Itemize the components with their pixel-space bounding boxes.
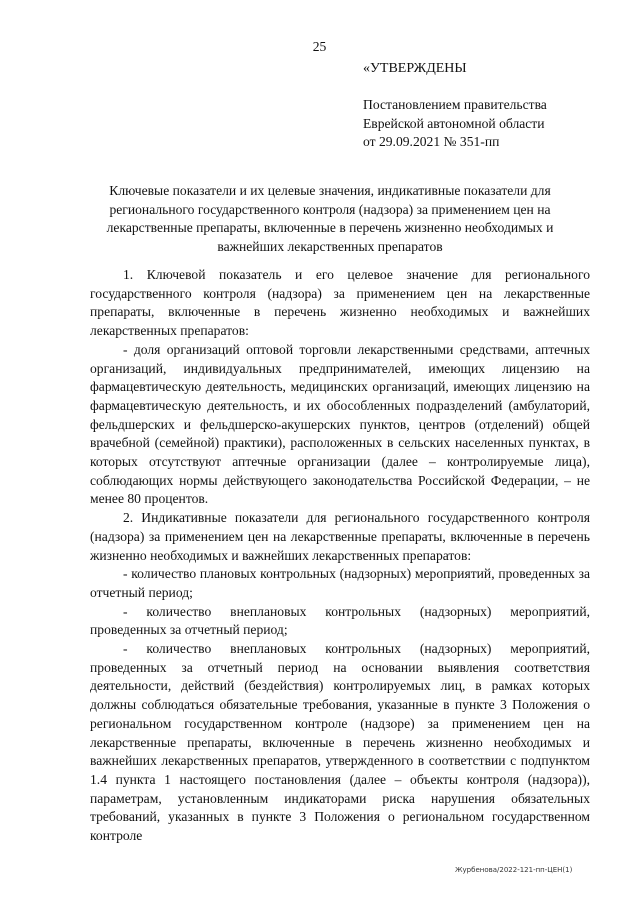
decree-line: Постановлением правительства — [363, 97, 547, 112]
paragraph-indicative-indicators: 2. Индикативные показатели для регионального государственного контроля (надзора) за применением цен на лекарственные препараты, включенные в перечень жизненно необходимых и важнейших лекарственных препаратов: — [90, 510, 590, 563]
paragraph-unplanned-risk-inspections: - количество внеплановых контрольных (надзорных) мероприятий, проведенных за отчетный период на основании выявления соответствия деятельности, действий (бездействия) контролируемых лиц, в рамках которых должны соблюдаться обязательные требования, указанные в пункте 3 Положения о региональном государственном контроле (надзоре) за применением цен на лекарственные препараты, включенные в перечень жизненно необходимых и важнейших лекарственных препаратов, утвержденного в соответствии с подпунктом 1.4 пункта 1 настоящего постановления (далее – объекты контроля (надзора)), параметрам, установленным индикаторами риска нарушения обязательных требований, указанных в пункте 3 Положения о региональном государственном контроле — [90, 641, 590, 844]
page-number: 25 — [312, 39, 327, 54]
approval-decree — [363, 96, 613, 152]
decree-line: от 29.09.2021 № 351-пп — [363, 134, 500, 150]
document-body — [90, 266, 590, 846]
decree-line: Еврейской автономной области — [363, 115, 545, 131]
paragraph-key-indicator: 1. Ключевой показатель и его целевое значение для регионального государственного контроля (надзора) за применением цен на лекарственные препараты, включенные в перечень жизненно необходимых и важнейших лекарственных препаратов: — [90, 267, 590, 339]
paragraph-planned-inspections: - количество плановых контрольных (надзорных) мероприятий, проведенных за отчетный период; — [90, 566, 590, 600]
document-title: Ключевые показатели и их целевые значения, индикативные показатели для регионального государственного контроля (надзора) за применением цен на лекарственные препараты, включенные в перечень жизненно необходимых и важнейших лекарственных препаратов — [106, 183, 554, 255]
approval-heading: «УТВЕРЖДЕНЫ — [363, 61, 467, 76]
paragraph-unplanned-inspections: - количество внеплановых контрольных (надзорных) мероприятий, проведенных за отчетный период; — [90, 603, 590, 638]
paragraph-share-of-organizations: - доля организаций оптовой торговли лекарственными средствами, аптечных организаций, индивидуальных предпринимателей, имеющих лицензию на фармацевтическую деятельность, медицинских организаций, имеющих лицензию на фармацевтическую деятельность, и их обособленных подразделений (амбулаторий, фельдшерских и фельдшерско-акушерских пунктов, центров (отделений) общей врачебной (семейной) практики), расположенных в сельских населенных пунктах, в которых отсутствуют аптечные организации (далее – контролируемые лица), соблюдающих нормы действующего законодательства Российской Федерации, – не менее 80 процентов. — [90, 341, 590, 507]
footer-document-code: Журбенова/2022-121-пп-ЦЕН(1) — [455, 866, 573, 874]
